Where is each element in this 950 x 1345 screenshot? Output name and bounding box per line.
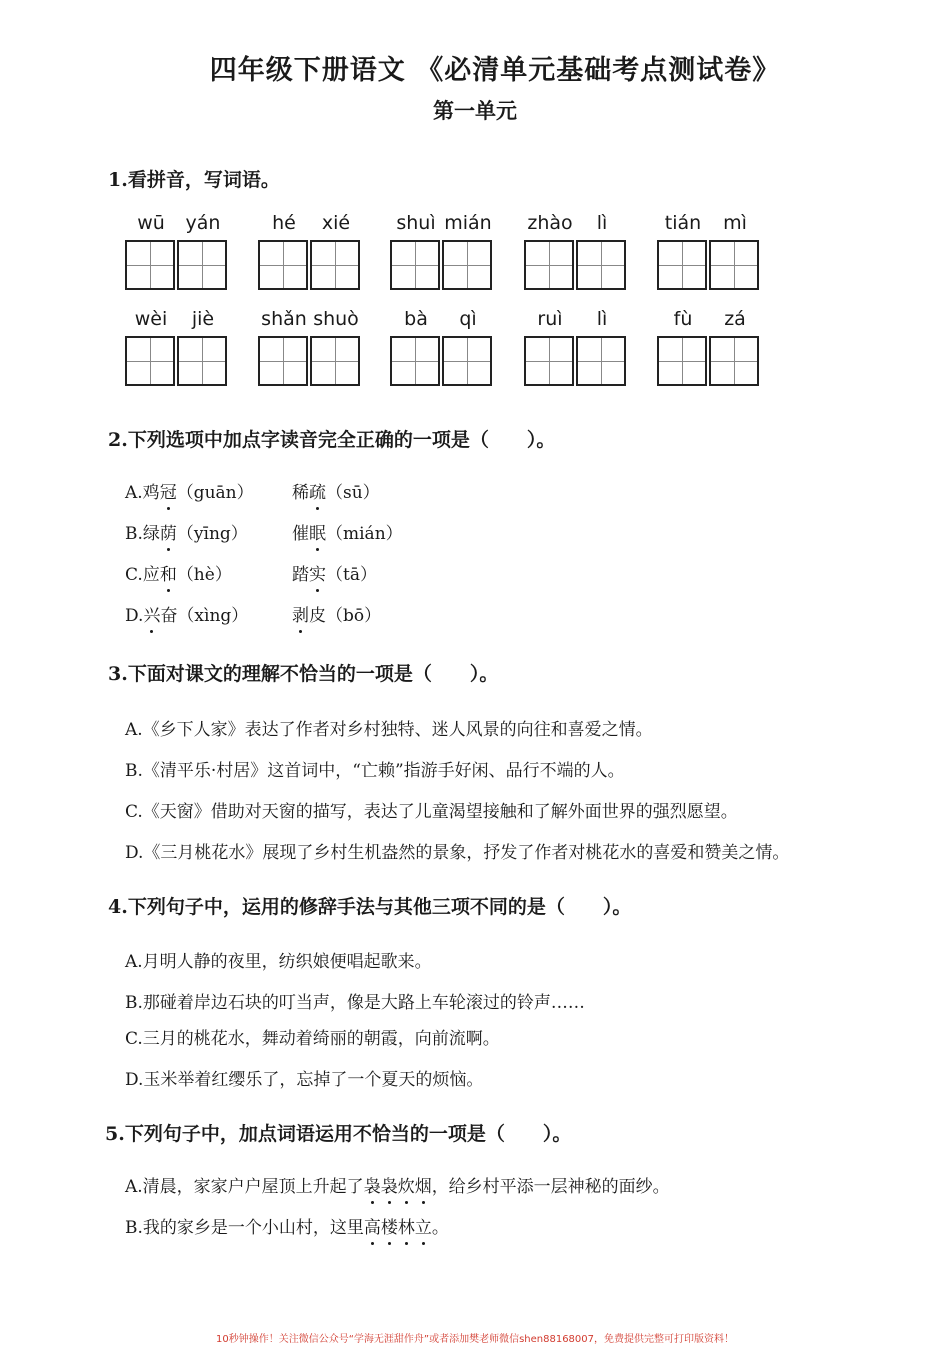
q3-option-a: A.《乡下人家》表达了作者对乡村独特、迷人风景的向往和喜爱之情。 <box>125 720 653 740</box>
pinyin-syllable: wèi <box>134 308 168 330</box>
q2-option-b-2: 催眠（mián） <box>292 519 403 544</box>
q2-option-b: B.绿荫（yīng） <box>125 519 248 544</box>
q5-option-b: B.我的家乡是一个小山村，这里高楼林立。 <box>125 1213 449 1238</box>
pinyin-syllable: fù <box>673 308 693 330</box>
pinyin-syllable: xié <box>321 212 351 234</box>
pinyin-syllable: jiè <box>191 308 215 330</box>
q2-option-a-2: 稀疏（sū） <box>292 478 380 503</box>
q2-option-d-2: 剥皮（bō） <box>292 601 381 626</box>
pinyin-syllable: wū <box>137 212 165 234</box>
question-1-heading: 1.看拼音，写词语。 <box>108 169 280 191</box>
question-2-heading: 2.下列选项中加点字读音完全正确的一项是（ ）。 <box>108 429 556 451</box>
unit-subtitle: 第一单元 <box>433 98 517 123</box>
q5-option-a: A.清晨，家家户户屋顶上升起了袅袅炊烟，给乡村平添一层神秘的面纱。 <box>125 1172 670 1197</box>
q3-option-d: D.《三月桃花水》展现了乡村生机盎然的景象，抒发了作者对桃花水的喜爱和赞美之情。 <box>125 843 790 863</box>
tianzige-writing-box[interactable] <box>258 240 308 290</box>
tianzige-writing-box[interactable] <box>524 336 574 386</box>
q4-option-d: D.玉米举着红缨乐了，忘掉了一个夏天的烦恼。 <box>125 1070 484 1090</box>
pinyin-syllable: yán <box>185 212 221 234</box>
q3-option-c: C.《天窗》借助对天窗的描写，表达了儿童渴望接触和了解外面世界的强烈愿望。 <box>125 802 738 822</box>
q2-option-d: D.兴奋（xìng） <box>125 601 248 626</box>
pinyin-syllable: mì <box>723 212 747 234</box>
tianzige-writing-box[interactable] <box>125 240 175 290</box>
pinyin-syllable: qì <box>459 308 477 330</box>
tianzige-writing-box[interactable] <box>310 336 360 386</box>
tianzige-writing-box[interactable] <box>657 240 707 290</box>
pinyin-syllable: lì <box>596 308 608 330</box>
tianzige-writing-box[interactable] <box>125 336 175 386</box>
question-3-heading: 3.下面对课文的理解不恰当的一项是（ ）。 <box>108 663 499 685</box>
tianzige-writing-box[interactable] <box>576 240 626 290</box>
pinyin-syllable: mián <box>444 212 492 234</box>
pinyin-syllable: tián <box>664 212 702 234</box>
pinyin-syllable: hé <box>272 212 296 234</box>
pinyin-syllable: ruì <box>537 308 563 330</box>
q2-option-c-2: 踏实（tā） <box>292 560 377 585</box>
q4-option-b: B.那碰着岸边石块的叮当声，像是大路上车轮滚过的铃声…… <box>125 993 585 1013</box>
tianzige-writing-box[interactable] <box>709 336 759 386</box>
pinyin-syllable: zhào <box>527 212 573 234</box>
pinyin-syllable: shuò <box>313 308 359 330</box>
tianzige-writing-box[interactable] <box>177 336 227 386</box>
pinyin-syllable: zá <box>724 308 746 330</box>
tianzige-writing-box[interactable] <box>177 240 227 290</box>
tianzige-writing-box[interactable] <box>657 336 707 386</box>
q2-option-c: C.应和（hè） <box>125 560 232 585</box>
tianzige-writing-box[interactable] <box>310 240 360 290</box>
question-4-heading: 4.下列句子中，运用的修辞手法与其他三项不同的是（ ）。 <box>108 896 632 918</box>
tianzige-writing-box[interactable] <box>442 336 492 386</box>
pinyin-syllable: shǎn <box>261 308 307 330</box>
tianzige-writing-box[interactable] <box>258 336 308 386</box>
pinyin-syllable: shuì <box>396 212 436 234</box>
page-title: 四年级下册语文 《必清单元基础考点测试卷》 <box>209 55 781 86</box>
question-5-heading: 5.下列句子中，加点词语运用不恰当的一项是（ ）。 <box>105 1123 572 1145</box>
footer-promo: 10秒钟操作！关注微信公众号“学海无涯甜作舟”或者添加樊老师微信shen88168007，免费提供完整可打印版资料！ <box>215 1334 735 1345</box>
tianzige-writing-box[interactable] <box>524 240 574 290</box>
q2-option-a: A.鸡冠（guān） <box>125 478 254 503</box>
pinyin-syllable: lì <box>596 212 608 234</box>
tianzige-writing-box[interactable] <box>576 336 626 386</box>
pinyin-syllable: bà <box>404 308 428 330</box>
tianzige-writing-box[interactable] <box>390 240 440 290</box>
tianzige-writing-box[interactable] <box>390 336 440 386</box>
q3-option-b: B.《清平乐·村居》这首词中，“亡赖”指游手好闲、品行不端的人。 <box>125 761 625 781</box>
tianzige-writing-box[interactable] <box>442 240 492 290</box>
q4-option-c: C.三月的桃花水，舞动着绮丽的朝霞，向前流啊。 <box>125 1029 500 1049</box>
q4-option-a: A.月明人静的夜里，纺织娘便唱起歌来。 <box>125 952 432 972</box>
tianzige-writing-box[interactable] <box>709 240 759 290</box>
